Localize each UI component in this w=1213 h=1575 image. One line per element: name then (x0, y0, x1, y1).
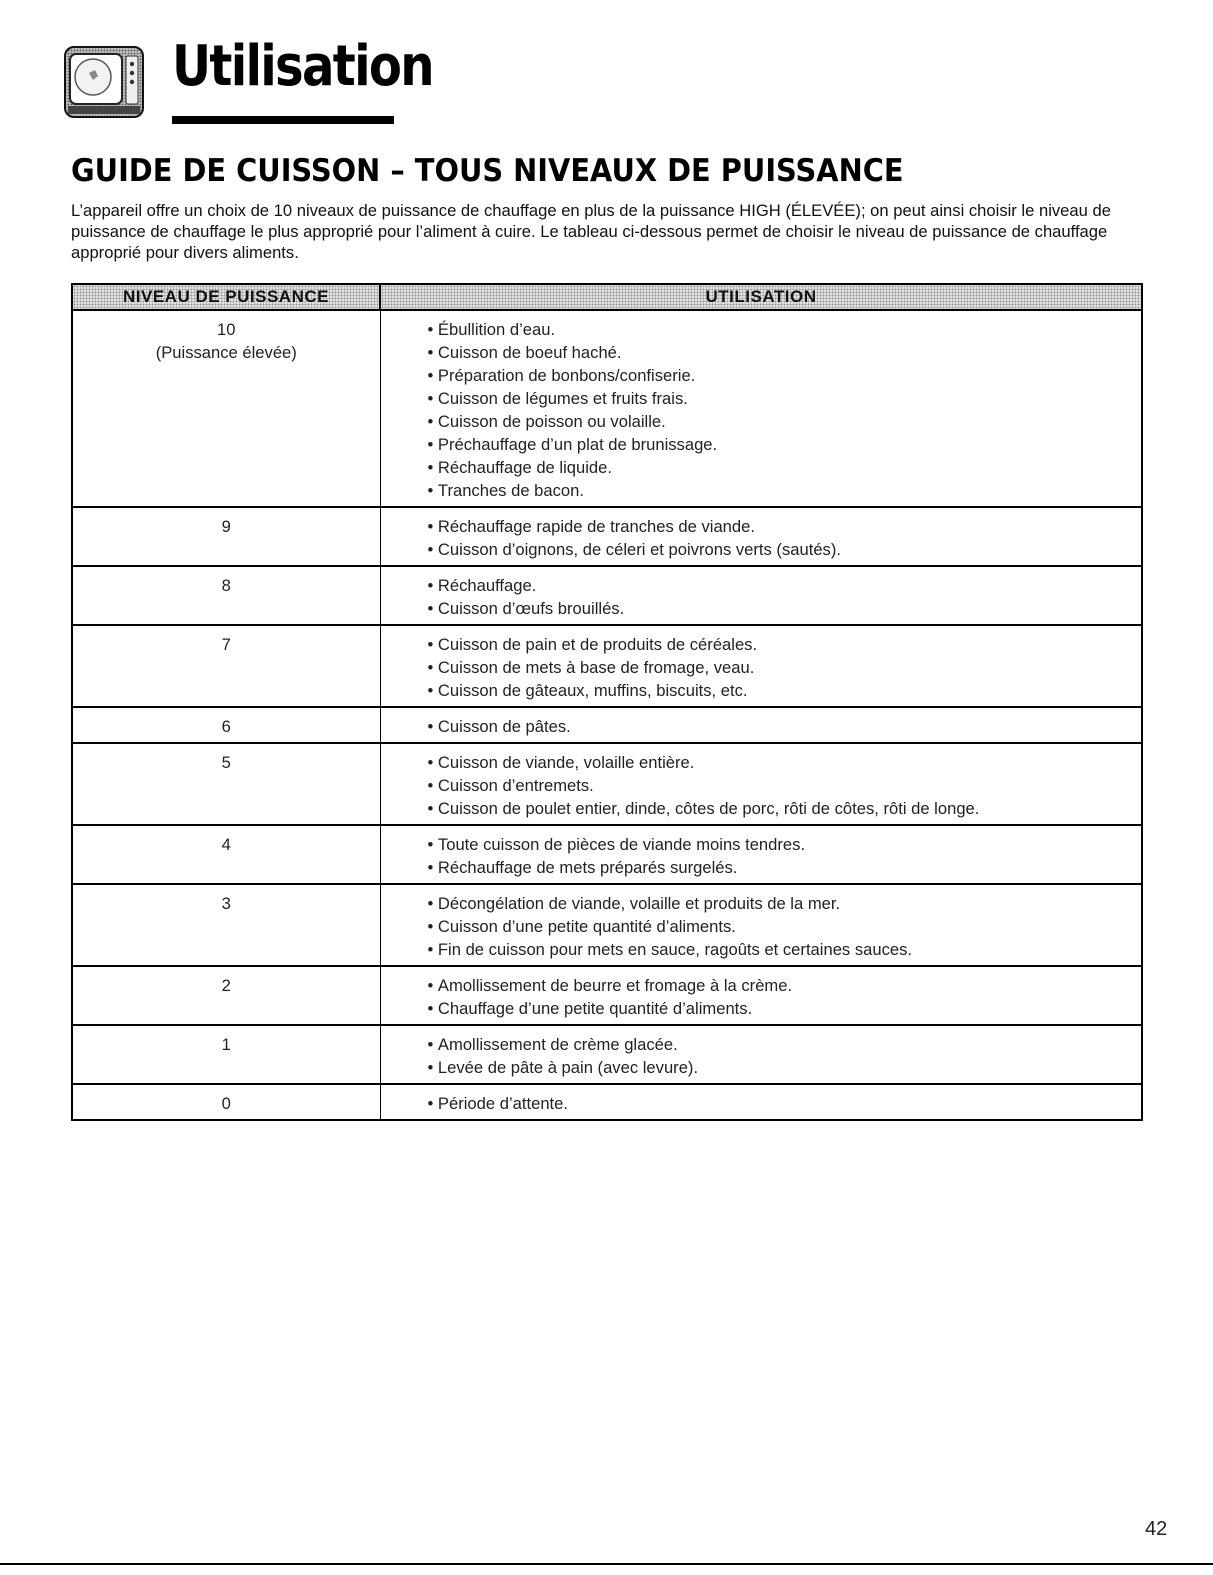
power-level-value: 6 (221, 717, 231, 736)
power-level-value: 5 (221, 753, 231, 772)
guide-heading: GUIDE DE CUISSON – TOUS NIVEAUX DE PUISSANCE (71, 153, 904, 189)
usage-item: • Cuisson de viande, volaille entière. (428, 751, 1142, 774)
power-level-value: 4 (221, 835, 231, 854)
power-level-cell (72, 966, 380, 1025)
power-level-cell (72, 825, 380, 884)
usage-cell (380, 707, 1142, 743)
usage-list (428, 318, 1142, 502)
usage-item: • Ébullition d’eau. (428, 318, 1142, 341)
usage-item: • Cuisson de mets à base de fromage, veau. (428, 656, 1142, 679)
usage-item: • Tranches de bacon. (428, 479, 1142, 502)
usage-item: • Décongélation de viande, volaille et produits de la mer. (428, 892, 1142, 915)
table-row (72, 507, 1142, 566)
table-row (72, 566, 1142, 625)
usage-item: • Cuisson d’oignons, de céleri et poivrons verts (sautés). (428, 538, 1142, 561)
usage-item: • Amollissement de crème glacée. (428, 1033, 1142, 1056)
usage-item: • Amollissement de beurre et fromage à la crème. (428, 974, 1142, 997)
usage-list (428, 751, 1142, 820)
power-level-value: 3 (221, 894, 231, 913)
power-level-cell (72, 884, 380, 966)
usage-item: • Réchauffage de mets préparés surgelés. (428, 856, 1142, 879)
table-row (72, 1025, 1142, 1084)
usage-item: • Cuisson d’une petite quantité d’aliments. (428, 915, 1142, 938)
usage-item: • Préparation de bonbons/confiserie. (428, 364, 1142, 387)
usage-list (428, 1092, 1142, 1115)
footer-rule (0, 1563, 1213, 1565)
usage-item: • Réchauffage. (428, 574, 1142, 597)
usage-cell (380, 310, 1142, 507)
usage-list (428, 833, 1142, 879)
usage-cell (380, 625, 1142, 707)
usage-cell (380, 743, 1142, 825)
usage-item: • Toute cuisson de pièces de viande moins tendres. (428, 833, 1142, 856)
usage-cell (380, 825, 1142, 884)
usage-item: • Période d’attente. (428, 1092, 1142, 1115)
usage-cell (380, 507, 1142, 566)
usage-item: • Cuisson de pain et de produits de céréales. (428, 633, 1142, 656)
table-row (72, 825, 1142, 884)
usage-item: • Préchauffage d’un plat de brunissage. (428, 433, 1142, 456)
table-row (72, 310, 1142, 507)
usage-list (428, 1033, 1142, 1079)
usage-item: • Chauffage d’une petite quantité d’aliments. (428, 997, 1142, 1020)
power-level-value: 9 (221, 517, 231, 536)
usage-item: • Réchauffage de liquide. (428, 456, 1142, 479)
power-level-value: 7 (221, 635, 231, 654)
power-level-cell (72, 707, 380, 743)
title-underline (172, 116, 394, 124)
column-header-usage: UTILISATION (380, 284, 1142, 310)
power-level-value: 10 (217, 320, 236, 339)
table-row (72, 966, 1142, 1025)
power-level-cell (72, 1025, 380, 1084)
usage-item: • Cuisson de légumes et fruits frais. (428, 387, 1142, 410)
power-level-table (71, 283, 1143, 1121)
usage-item: • Cuisson de poisson ou volaille. (428, 410, 1142, 433)
page-number: 42 (1145, 1518, 1168, 1540)
usage-list (428, 715, 1142, 738)
usage-item: • Fin de cuisson pour mets en sauce, ragoûts et certaines sauces. (428, 938, 1142, 961)
usage-item: • Cuisson de pâtes. (428, 715, 1142, 738)
power-level-cell (72, 507, 380, 566)
usage-item: • Levée de pâte à pain (avec levure). (428, 1056, 1142, 1079)
usage-cell (380, 566, 1142, 625)
intro-paragraph: L’appareil offre un choix de 10 niveaux de puissance de chauffage en plus de la puissance HIGH (ÉLEVÉE); on peut ainsi choisir le niveau de puissance de chauffage le plus approprié pour l’aliment à cuire. Le tableau ci-dessous permet de choisir le niveau de puissance de chauffage approprié pour divers aliments. (71, 201, 1111, 262)
power-level-note: (Puissance élevée) (155, 343, 297, 362)
power-level-value: 0 (221, 1094, 231, 1113)
usage-cell (380, 1084, 1142, 1120)
table-row (72, 707, 1142, 743)
usage-list (428, 633, 1142, 702)
power-level-cell (72, 1084, 380, 1120)
power-level-cell (72, 310, 380, 507)
power-level-value: 2 (221, 976, 231, 995)
usage-cell (380, 884, 1142, 966)
usage-item: • Réchauffage rapide de tranches de viande. (428, 515, 1142, 538)
table-row (72, 884, 1142, 966)
usage-list (428, 892, 1142, 961)
table-row (72, 625, 1142, 707)
usage-cell (380, 966, 1142, 1025)
usage-list (428, 515, 1142, 561)
usage-list (428, 574, 1142, 620)
table-row (72, 1084, 1142, 1120)
usage-cell (380, 1025, 1142, 1084)
section-title: Utilisation (172, 34, 433, 99)
usage-item: • Cuisson de poulet entier, dinde, côtes de porc, rôti de côtes, rôti de longe. (428, 797, 1142, 820)
usage-item: • Cuisson d’œufs brouillés. (428, 597, 1142, 620)
table-row (72, 743, 1142, 825)
table-body (72, 310, 1142, 1120)
usage-item: • Cuisson d’entremets. (428, 774, 1142, 797)
microwave-oven-icon (64, 46, 144, 118)
table-header-row (72, 284, 1142, 310)
power-level-value: 1 (221, 1035, 231, 1054)
usage-item: • Cuisson de gâteaux, muffins, biscuits, etc. (428, 679, 1142, 702)
power-level-cell (72, 625, 380, 707)
usage-list (428, 974, 1142, 1020)
power-level-value: 8 (221, 576, 231, 595)
usage-item: • Cuisson de boeuf haché. (428, 341, 1142, 364)
power-level-cell (72, 743, 380, 825)
power-level-cell (72, 566, 380, 625)
column-header-power-level: NIVEAU DE PUISSANCE (72, 284, 380, 310)
